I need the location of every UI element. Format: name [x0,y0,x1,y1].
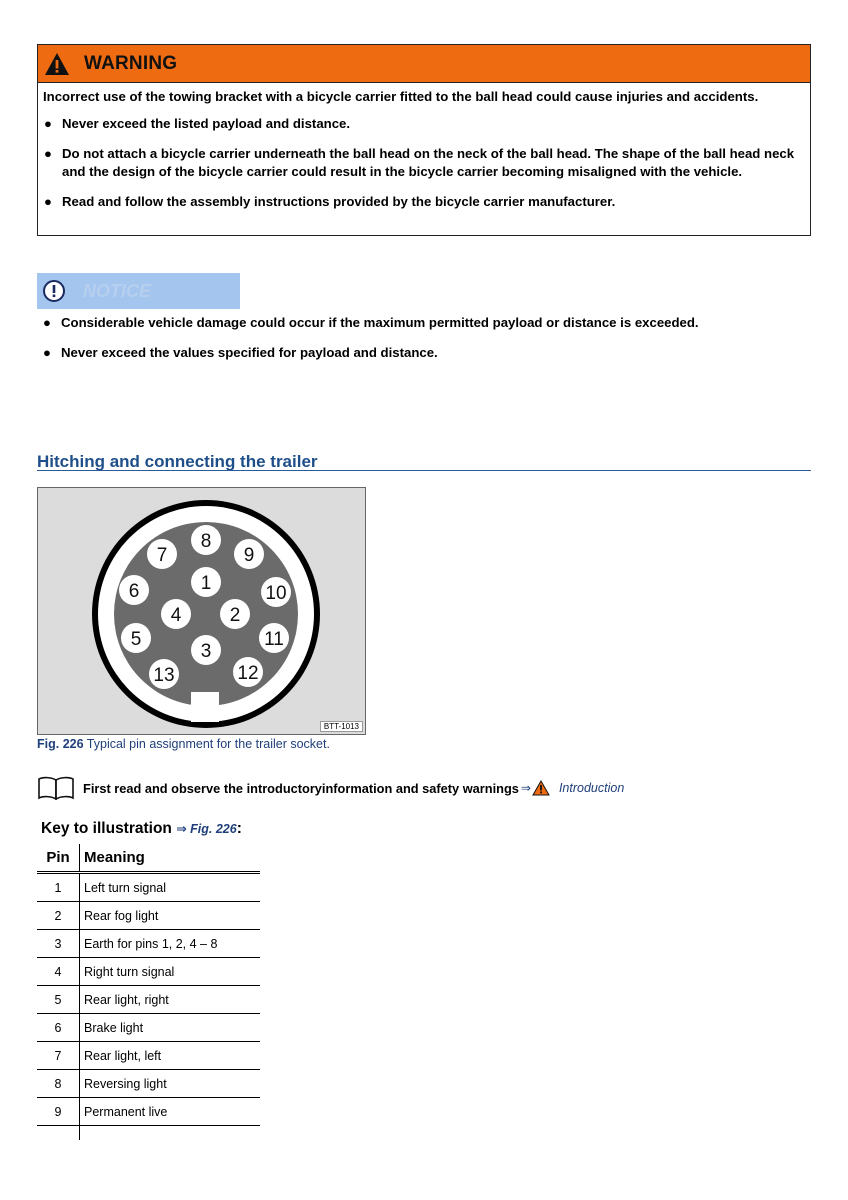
read-first-text: First read and observe the introductoryinformation and safety warnings [83,780,519,796]
warning-intro: Incorrect use of the towing bracket with a bicycle carrier fitted to the ball head could cause injuries and accidents. [43,89,759,104]
meaning-column-header: Meaning [80,844,261,873]
table-row-continuation [37,1126,260,1141]
key-heading-text: Key to illustration [41,820,172,837]
figure-caption-text: Typical pin assignment for the trailer socket. [83,737,330,751]
pin-meaning-cell: Reversing light [80,1070,261,1098]
figure-caption [37,737,330,751]
pin-number-cell: 2 [37,902,80,930]
pin-table [37,844,260,1140]
table-row [37,1014,260,1042]
pin-number-cell [37,1126,80,1141]
warning-header [38,45,810,83]
figure-code: BTT-1013 [320,721,363,732]
pin-meaning-cell: Rear light, right [80,986,261,1014]
table-row [37,958,260,986]
socket-pin-label: 10 [265,583,287,604]
warning-bullet-list [44,115,802,211]
pin-number-cell: 7 [37,1042,80,1070]
pin-meaning-cell: Left turn signal [80,873,261,902]
section-divider [37,470,811,471]
warning-triangle-icon [532,780,550,796]
table-row [37,1042,260,1070]
table-header-row [37,844,260,873]
key-colon: : [236,820,242,837]
table-row [37,1070,260,1098]
pin-number-cell: 4 [37,958,80,986]
introduction-link[interactable]: Introduction [558,781,625,795]
warning-bullet: ● Do not attach a bicycle carrier underneath the ball head on the neck of the ball head. The shape of the ball head neck and the design of the bicycle carrier could result in the bicycle carrier becoming misaligned with the vehicle. [44,146,795,179]
pin-meaning-cell: Rear fog light [80,902,261,930]
socket-pin-label: 7 [156,545,168,566]
socket-pin-label: 5 [130,629,142,650]
figure-number: Fig. 226 [37,737,84,751]
notice-bullet: ● Considerable vehicle damage could occur if the maximum permitted payload or distance is exceeded. [43,315,699,330]
trailer-socket-diagram [38,488,365,734]
pin-meaning-cell [80,1126,261,1141]
read-first-note [37,776,624,800]
socket-pin-label: 1 [200,573,212,594]
socket-pin-label: 11 [264,629,284,650]
arrow-icon: ⇒ [520,781,531,795]
socket-pin-label: 4 [170,605,182,626]
pin-number-cell: 8 [37,1070,80,1098]
table-row [37,930,260,958]
socket-pin-label: 13 [153,665,175,686]
socket-pin-label: 9 [243,545,255,566]
pin-number-cell: 1 [37,873,80,902]
pin-meaning-cell: Right turn signal [80,958,261,986]
figure-reference-link[interactable]: ⇒ Fig. 226 [176,822,237,836]
table-row [37,902,260,930]
warning-box [37,44,811,236]
table-row [37,986,260,1014]
notice-bullet-list [43,314,803,362]
exclamation-circle-icon [42,279,66,303]
section-title: Hitching and connecting the trailer [37,452,318,471]
pin-meaning-cell: Brake light [80,1014,261,1042]
trailer-socket-figure [37,487,366,735]
warning-bullet: ● Read and follow the assembly instructions provided by the bicycle carrier manufacturer. [44,194,616,209]
socket-pin-label: 6 [128,581,140,602]
socket-pin-label: 2 [229,605,241,626]
table-row [37,1098,260,1126]
socket-pin-label: 12 [237,663,259,684]
key-heading [41,820,242,838]
notice-bullet: ● Never exceed the values specified for payload and distance. [43,345,438,360]
warning-bullet: ● Never exceed the listed payload and distance. [44,116,351,131]
table-row [37,873,260,902]
pin-number-cell: 5 [37,986,80,1014]
pin-meaning-cell: Earth for pins 1, 2, 4 – 8 [80,930,261,958]
pin-column-header: Pin [37,844,80,873]
pin-meaning-cell: Permanent live [80,1098,261,1126]
pin-number-cell: 6 [37,1014,80,1042]
book-icon [37,776,75,800]
socket-pin-label: 8 [200,531,212,552]
pin-number-cell: 9 [37,1098,80,1126]
socket-pin-label: 3 [200,641,212,662]
warning-title: WARNING [84,52,178,74]
warning-triangle-icon [44,52,70,76]
pin-number-cell: 3 [37,930,80,958]
pin-meaning-cell: Rear light, left [80,1042,261,1070]
notice-header [37,273,240,309]
notice-title: NOTICE [83,280,152,301]
